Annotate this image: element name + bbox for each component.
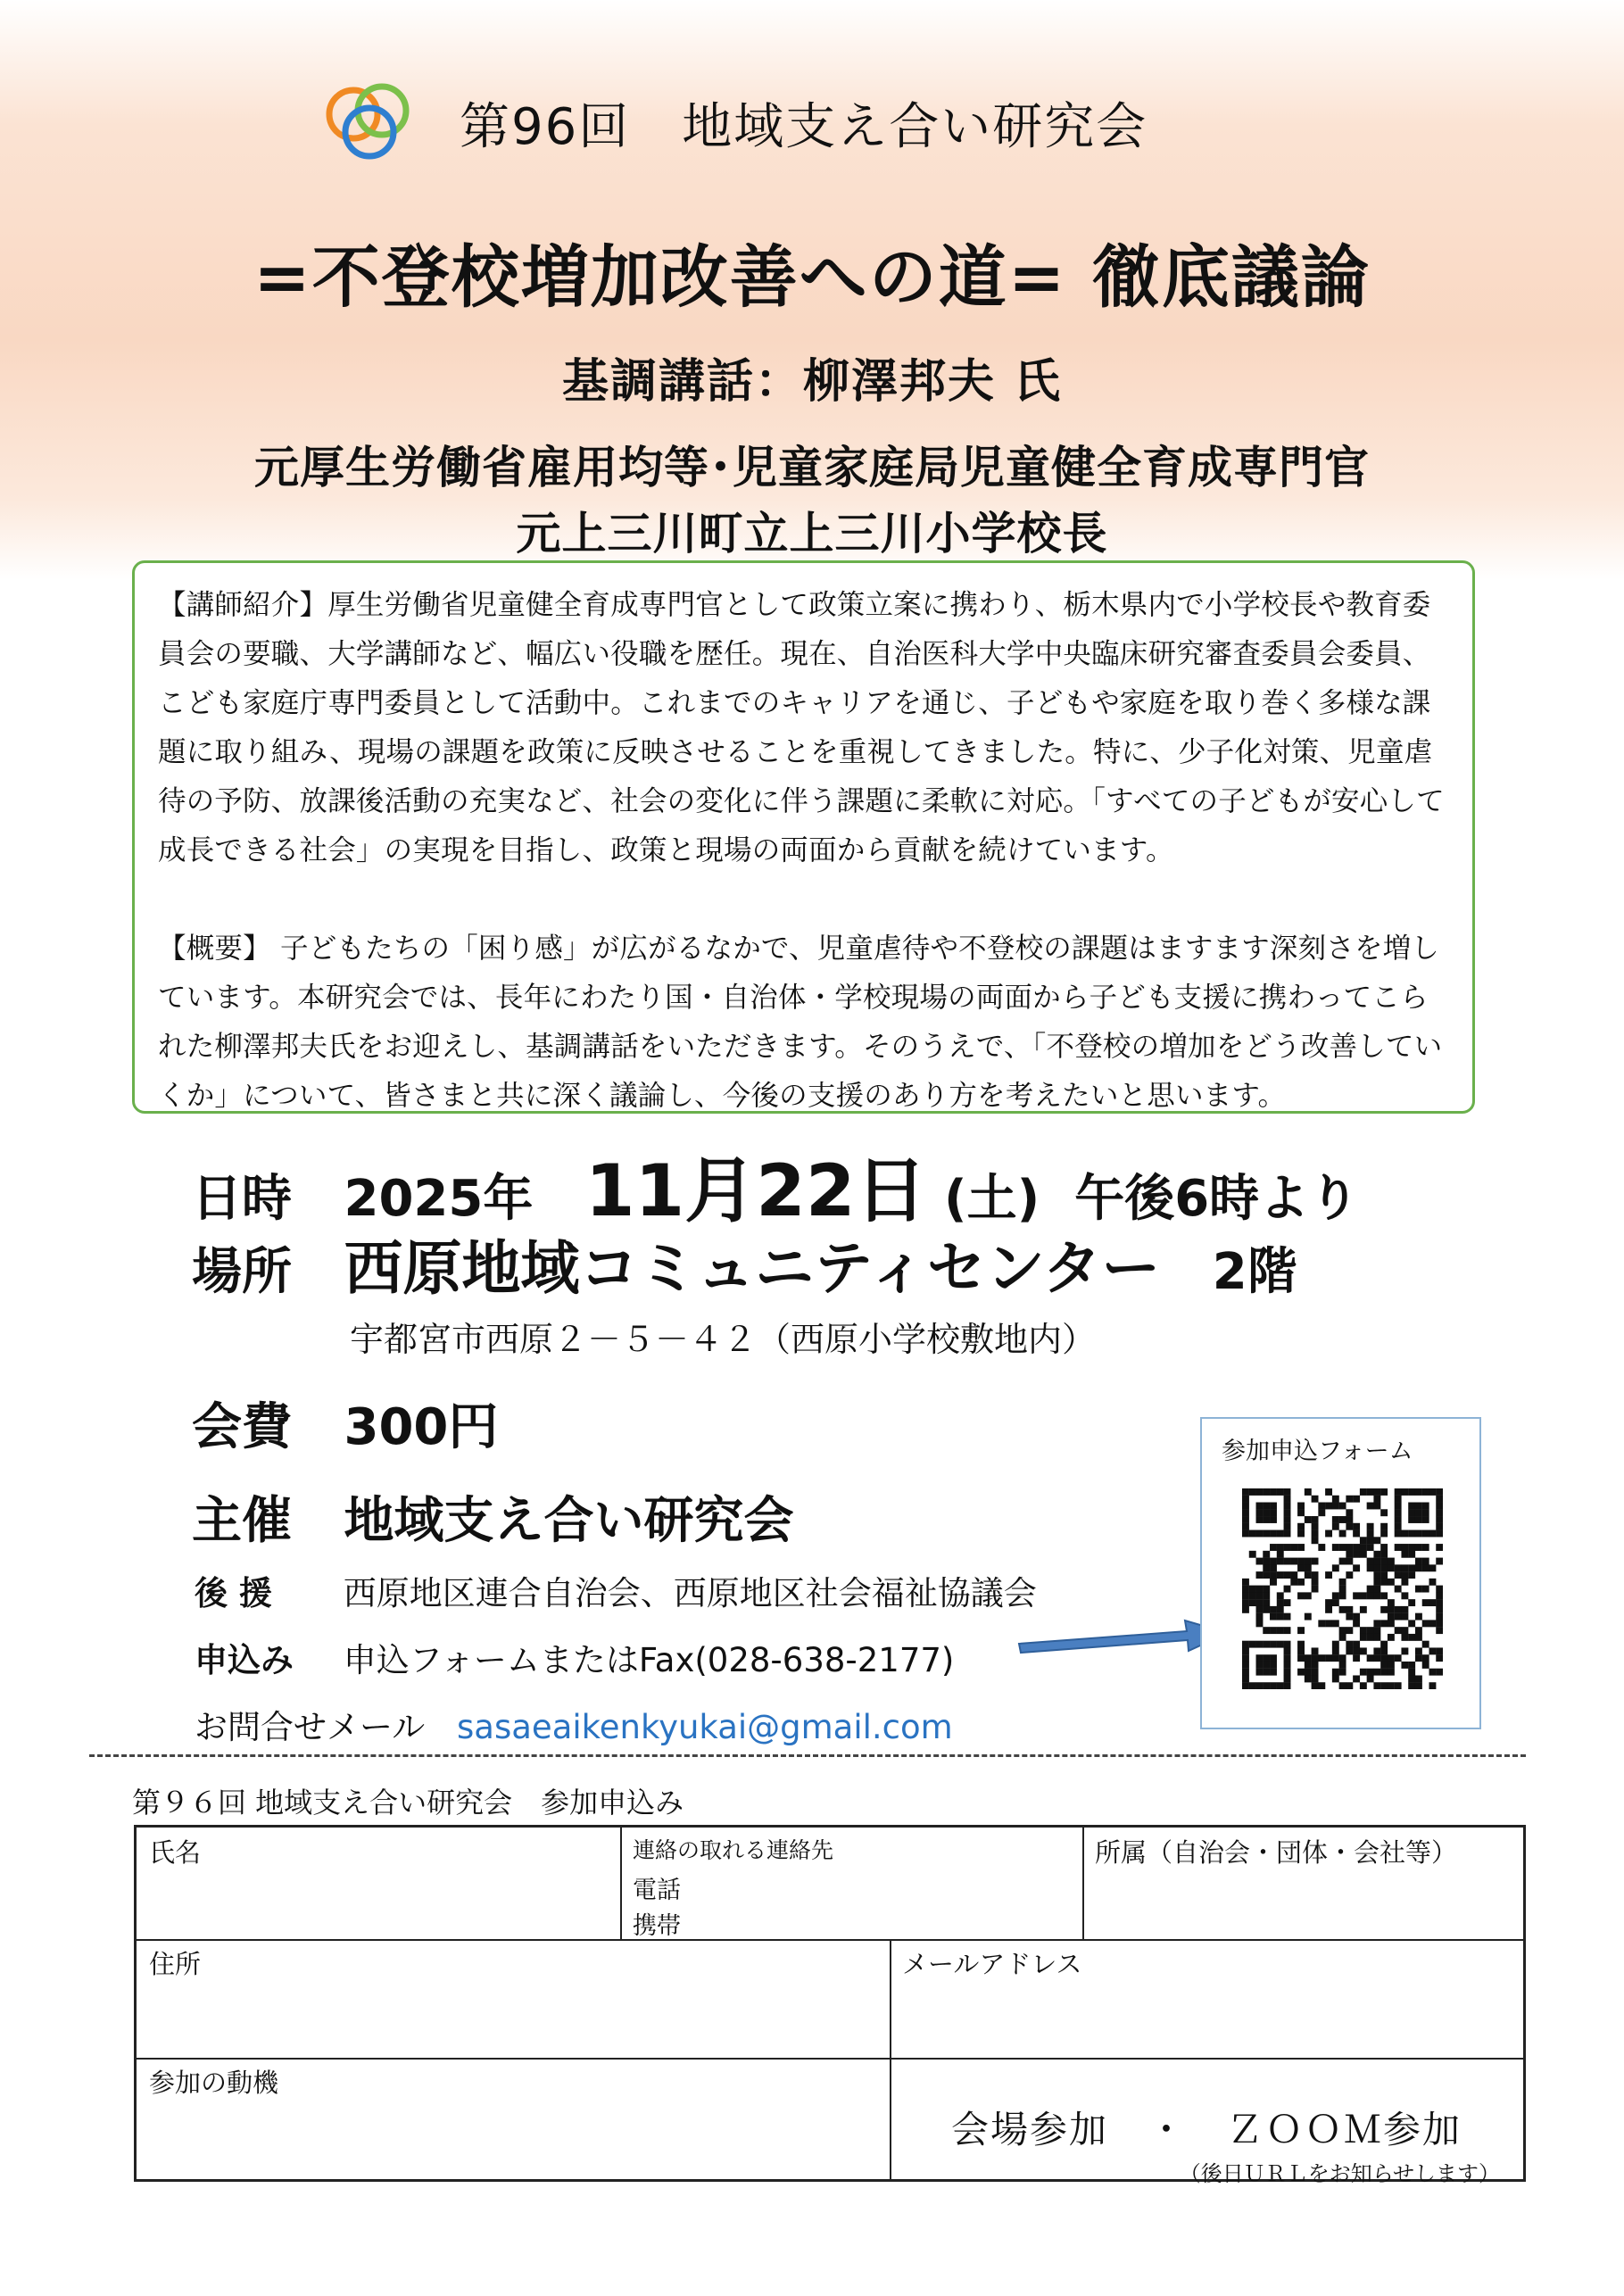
event-fee <box>192 1388 498 1459</box>
event-apply <box>195 1633 954 1681</box>
email-cell[interactable] <box>890 1939 1523 2058</box>
attendance-note: （後日ＵＲＬをお知らせします） <box>1179 2161 1500 2186</box>
affiliation-label: 所属（自治会・団体・会社等） <box>1095 1837 1458 1868</box>
fee-value: 300円 <box>344 1398 499 1456</box>
event-year: 2025年 <box>344 1170 534 1228</box>
apply-value: 申込フォームまたはFax(028-638-2177) <box>343 1641 955 1679</box>
datetime-label: 日時 <box>192 1170 292 1228</box>
email-label: メールアドレス <box>902 1949 1082 1979</box>
place-address: 宇都宮市西原２－５－４２（西原小学校敷地内） <box>350 1320 1097 1359</box>
event-contact <box>195 1700 953 1748</box>
motive-cell[interactable] <box>137 2058 890 2179</box>
speaker-career-line-2: 元上三川町立上三川小学校長 <box>516 508 1108 559</box>
event-month-day: 11月22日 <box>584 1149 927 1232</box>
place-label: 場所 <box>192 1243 292 1301</box>
mobile-label: 携帯 <box>633 1912 681 1940</box>
address-label: 住所 <box>149 1949 202 1979</box>
motive-label: 参加の動機 <box>149 2068 279 2098</box>
fee-label: 会費 <box>192 1398 292 1456</box>
place-name: 西原地域コミュニティセンター <box>344 1234 1161 1303</box>
support-label: 後 援 <box>195 1574 272 1612</box>
event-weekday: (土) <box>944 1170 1040 1228</box>
qr-box <box>1200 1417 1481 1729</box>
support-value: 西原地区連合自治会、西原地区社会福祉協議会 <box>343 1574 1037 1612</box>
address-cell[interactable] <box>137 1939 890 2058</box>
speaker-career-line-1: 元厚生労働省雇用均等･児童家庭局児童健全育成専門官 <box>254 442 1370 493</box>
contact-cell[interactable] <box>620 1828 1082 1939</box>
main-title: =不登校増加改善への道= 徹底議論 <box>253 237 1371 317</box>
contact-label: お問合せメール <box>195 1708 426 1746</box>
qr-code-icon[interactable] <box>1242 1488 1443 1689</box>
application-form <box>134 1825 1526 2186</box>
info-box <box>132 560 1475 1114</box>
cut-line <box>89 1754 1526 1757</box>
keynote-speaker: 基調講話：柳澤邦夫 氏 <box>561 355 1063 409</box>
contact-email-link[interactable]: sasaeaikenkyukai@gmail.com <box>457 1708 953 1746</box>
name-label: 氏名 <box>149 1837 202 1868</box>
phone-label: 電話 <box>633 1877 681 1904</box>
series-title: 第96回 地域支え合い研究会 <box>460 98 1148 156</box>
event-overview: 【概要】 子どもたちの「困り感」が広がるなかで、児童虐待や不登校の課題はますます深刻さを増しています。本研究会では、長年にわたり国・自治体・学校現場の両面から子ども支援に携わってこられた柳澤邦夫氏をお迎えし、基調講話をいただきます。そのうえで、「不登校の増加をどう改善していくか」について、皆さまと共に深く議論し、今後の支援のあり方を考えたいと思います。 <box>158 932 1443 1112</box>
event-place <box>192 1221 1297 1305</box>
contact-label: 連絡の取れる連絡先 <box>633 1837 834 1863</box>
event-time: 午後6時より <box>1074 1170 1360 1228</box>
form-title: 第９６回 地域支え合い研究会 参加申込み <box>132 1786 684 1819</box>
logo-rings-icon <box>321 79 419 163</box>
qr-label: 参加申込フォーム <box>1222 1438 1413 1465</box>
name-cell[interactable] <box>137 1828 620 1939</box>
affiliation-cell[interactable] <box>1082 1828 1523 1939</box>
speaker-profile: 【講師紹介】厚生労働省児童健全育成専門官として政策立案に携わり、栃木県内で小学校長や教育委員会の要職、大学講師など、幅広い役職を歴任。現在、自治医科大学中央臨床研究審査委員会委員、こども家庭庁専門委員として活動中。これまでのキャリアを通じ、子どもや家庭を取り巻く多様な課題に取り組み、現場の課題を政策に反映させることを重視してきました。特に、少子化対策、児童虐待の予防、放課後活動の充実など、社会の変化に伴う課題に柔軟に対応。「すべての子どもが安心して成長できる社会」の実現を目指し、政策と現場の両面から貢献を続けています。 <box>158 589 1445 866</box>
host-label: 主催 <box>192 1492 292 1550</box>
event-support <box>195 1566 1037 1614</box>
attendance-choice[interactable]: 会場参加 ・ ＺＯＯＭ参加 <box>950 2108 1462 2151</box>
attendance-cell[interactable] <box>890 2058 1523 2186</box>
event-host <box>192 1481 794 1553</box>
place-floor: 2階 <box>1212 1243 1297 1301</box>
apply-label: 申込み <box>195 1641 294 1679</box>
host-value: 地域支え合い研究会 <box>344 1492 794 1550</box>
arrow-right-icon <box>1017 1612 1231 1662</box>
